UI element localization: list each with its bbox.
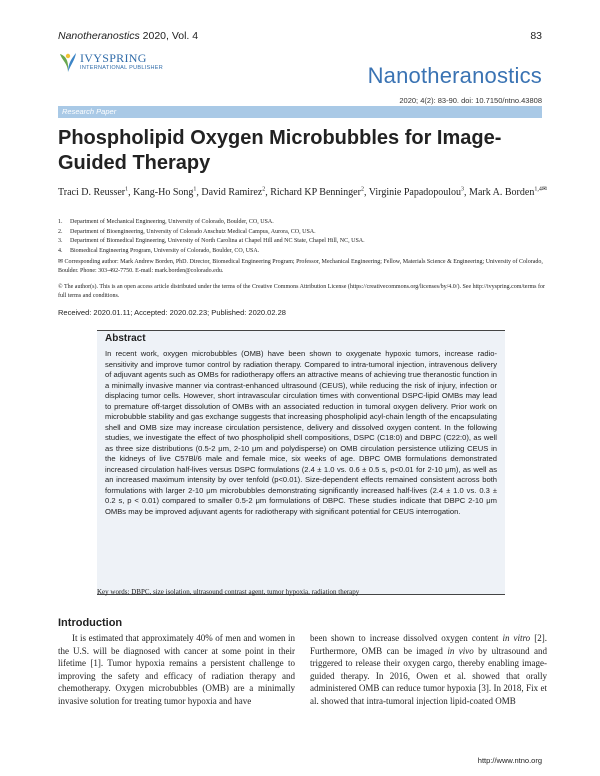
publisher-logo[interactable] [58,50,178,80]
logo-subtitle: INTERNATIONAL PUBLISHER [80,65,163,71]
abstract-text: In recent work, oxygen microbubbles (OMB) have been shown to oxygenate hypoxic tumors, increase radio-sensitivity and improve tumor control by radiation therapy. Compared to intra-tumoral injection, intravenous delivery of adjuvant agents such as OMBs for radiotherapy offers an attractive means of achieving true theranostic function in a minimally invasive manner via contrast-enhanced ultrasound (CEUS), while reducing the risk of injury, infection or displacing tumor cells. However, short intravascular circulation times with conventional DSPC-lipid OMBs may lead to premature off-target dissolution of OMBs with an associated reduction in tumoral oxygen delivery. Prior work on microbubble stability and gas exchange suggests that increasing phospholipid acyl-chain length of the encapsulating shell and OMB size may increase circulation persistence, delivery and dissolved oxygen content. In the following studies, we investigate the effect of two phospholipid shell compositions, DSPC (C18:0) and DBPC (C22:0), as well as three size distributions (0.5-2 μm, 2-10 μm and polydisperse) on OMB circulation persistence utilizing CEUS in the kidneys of live C57Bl/6 male and female mice, six weeks of age. DBPC OMB formulations demonstrated increased circulation half-lives versus DSPC formulations (2.4 ± 1.0 vs. 0.6 ± 0.5 s, p<0.01 for 2-10 μm), as well as an increased maximum intensity by over tenfold (p<0.01). Size-dependent effects remained consistent across both formulations with larger 2-10 μm microbubbles demonstrating significantly increased half-lives (2.4 ± 1.0 vs. 0.3 ± 0.2 s, p < 0.01) compared to smaller 0.5-2 μm formulations of DBPC. These studies indicate that DBPC 2-10 μm OMBs may be improved adjuvant agents for radiotherapy with significant potential for CEUS interrogation. [105,349,497,516]
running-volume: 2020, Vol. 4 [139,30,199,42]
introduction-heading: Introduction [58,617,123,629]
author: Mark A. Borden$^{1,4✉}$ [469,187,547,199]
author: Kang-Ho Song$^1$, [133,187,202,199]
article-dates: Received: 2020.01.11; Accepted: 2020.02.23; Published: 2020.02.28 [58,308,286,317]
license-statement: © The author(s). This is an open access article distributed under the terms of the Creative Commons Attribution License (https://creativecommons.org/licenses/by/4.0/). See http://ivyspring.com/terms for full terms and conditions. [58,284,545,299]
affiliation: 3. Department of Biomedical Engineering, University of North Carolina at Chapel Hill and NC State, Chapel Hill, NC, USA. [58,238,365,244]
affiliation: 2. Department of Bioengineering, University of Colorado Anschutz Medical Campus, Aurora, CO, USA. [58,228,316,235]
article-title: Phospholipid Oxygen Microbubbles for Image-Guided Therapy [58,127,502,174]
affiliation: 1. Department of Mechanical Engineering, University of Colorado, Boulder, CO, USA. [58,219,274,225]
running-journal-name: Nanotheranostics [58,30,140,42]
running-header [58,30,542,44]
author: Traci D. Reusser$^1$, [58,187,134,199]
intro-column-left: It is estimated that approximately 40% of men and women in the U.S. will be diagnosed with cancer at some point in their lifetime [1]. Tumor hypoxia remains a persistent challenge to improving the safety and efficacy of radiation therapy and chemotherapy. Oxygen microbubbles (OMB) are a minimally invasive solution for treating tumor hypoxia and have [58,633,295,706]
footer-url[interactable]: http://www.ntno.org [477,756,542,765]
corresponding-author: ✉ Corresponding author: Mark Andrew Borden, PhD. Director, Biomedical Engineering Program; Professor, Mechanical Engineering; Fellow, Materials Science & Engineering; University of Colorado, Boulder. Phone: 303-492-7750. E-mail: mark.borden@colorado.edu. [58,259,543,274]
abstract-heading: Abstract [105,333,146,344]
ivyspring-leaf-icon [58,50,78,74]
article-type: Research Paper [62,107,117,116]
intro-column-right: been shown to increase dissolved oxygen content in vitro [2]. Furthermore, OMB can be imaged in vivo by ultrasound and triggered to release their oxygen cargo, thereby enabling image-guided therapy. In 2016, Owen et al. showed that orally administered OMB can reduce tumor hypoxia [3]. In 2018, Fix et al. showed that intra-tumoral injection lipid-coated OMB [310,633,548,706]
author: David Ramirez$^2$, [201,187,271,199]
journal-name: Nanotheranostics [367,63,542,88]
logo-name: IVYSPRING [80,51,147,65]
affiliation: 4. Biomedical Engineering Program, University of Colorado, Boulder, CO, USA. [58,247,260,254]
keywords: Key words: DBPC, size isolation, ultrasound contrast agent, tumor hypoxia, radiation therapy [97,588,360,596]
author: Virginie Papadopoulou$^3$, [368,187,470,199]
affiliation-list [58,218,548,256]
citation[interactable]: 2020; 4(2): 83-90. doi: 10.7150/ntno.43808 [399,96,542,105]
article-type-bar [58,106,542,118]
author-list [58,183,548,200]
author: Richard KP Benninger$^2$, [270,187,369,199]
page-number: 83 [530,30,542,42]
